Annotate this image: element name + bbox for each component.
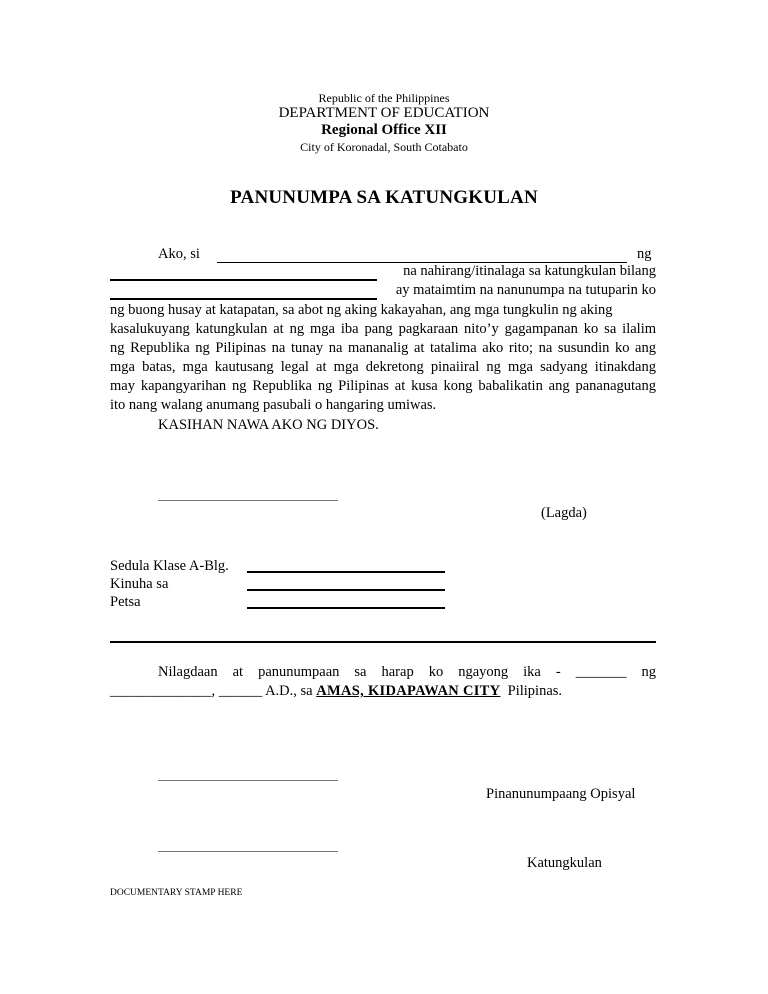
nilagdaan-word: sa [354,664,367,680]
signature-blank-line[interactable] [158,500,338,501]
position-blank-line[interactable] [110,298,377,300]
oath-body [110,301,656,415]
nilagdaan-line-2 [110,683,562,700]
position-label: Katungkulan [527,855,602,871]
kinuha-blank-line[interactable] [247,589,445,591]
office-blank-line[interactable] [110,279,377,281]
oath-line: kasalukuyang katungkulan at ng mga iba pang pagkaraan nito’y gagampanan ko sa ilalim [110,321,656,337]
kinuha-label: Kinuha sa [110,576,169,592]
nilagdaan-word: ko [428,664,444,680]
nilagdaan-line-1 [158,664,656,681]
oath-line-2: na nahirang/itinalaga sa katungkulan bilang [403,263,656,279]
kasihan-text: KASIHAN NAWA AKO NG DIYOS. [158,417,379,433]
republic-label: Republic of the Philippines [318,91,450,105]
place-name: AMAS, KIDAPAWAN CITY [316,683,501,699]
ako-si-label: Ako, si [158,246,200,262]
oath-line: may kapangyarihan ng Republika ng Pilipinas at kusa kong babalikatin ang pananagutang [110,378,656,394]
document-title: PANUNUMPA SA KATUNGKULAN [230,187,538,208]
signature-label: (Lagda) [541,505,587,521]
ng-label: ng [637,246,652,262]
sedula-label: Sedula Klase A-Blg. [110,558,229,574]
section-divider [110,641,656,643]
nilagdaan-word: harap [381,664,414,680]
sedula-blank-line[interactable] [247,571,445,573]
officer-blank-line[interactable] [158,780,338,781]
department-label: DEPARTMENT OF EDUCATION [278,105,490,121]
day-blank[interactable]: _______ [575,664,627,680]
oath-line-3: ay mataimtim na nanunumpa na tutuparin ko [395,282,656,298]
documentary-stamp-label: DOCUMENTARY STAMP HERE [110,888,243,898]
oath-last-line: ito nang walang anumang pasubali o hangaring umiwas. [110,397,437,413]
nilagdaan-word: ika [523,664,541,680]
city-label: City of Koronadal, South Cotabato [300,140,468,154]
date-blanks[interactable]: ______________, ______ A.D., sa [110,683,317,699]
petsa-blank-line[interactable] [247,607,445,609]
nilagdaan-word: - [555,664,561,680]
oath-line: mga batas, mga kautusang legal at mga dekretong pinaiiral ng mga sadyang itinakdang [110,359,656,375]
oath-line: ng Republika ng Pilipinas na tunay na mananalig at tatalima ako rito; na susundin ko ang [110,340,656,356]
officer-label: Pinanunumpaang Opisyal [486,786,636,802]
pilipinas-text: Pilipinas. [500,683,563,699]
nilagdaan-word: at [232,664,244,680]
nilagdaan-word: Nilagdaan [158,664,218,680]
position-signature-blank-line[interactable] [158,851,338,852]
nilagdaan-word: ngayong [458,664,509,680]
regional-office-label: Regional Office XII [321,122,447,138]
oath-line: ng buong husay at katapatan, sa abot ng aking kakayahan, ang mga tungkulin ng aking [110,302,613,318]
petsa-label: Petsa [110,594,141,610]
nilagdaan-word: panunumpaan [258,664,340,680]
nilagdaan-word: ng [641,664,656,680]
